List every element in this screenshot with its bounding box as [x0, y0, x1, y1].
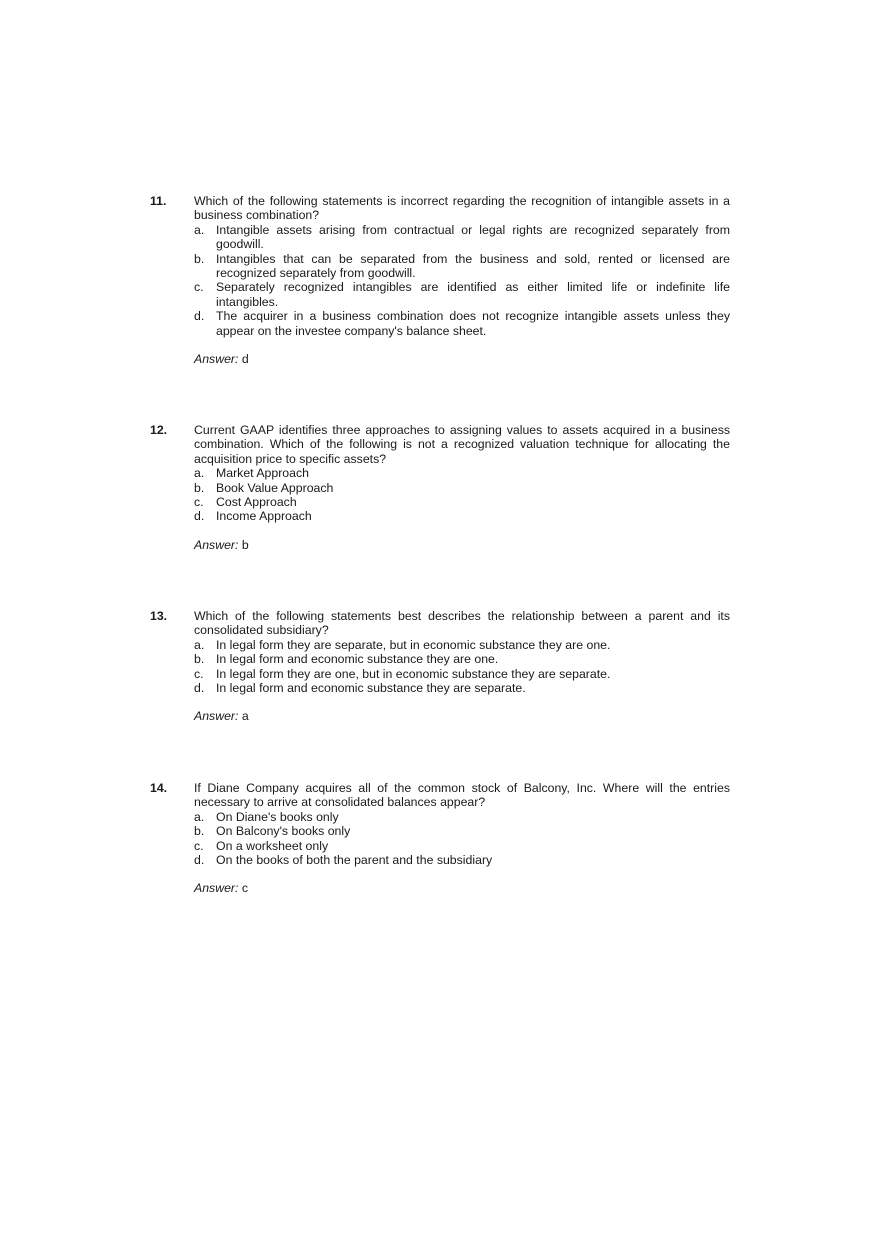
option-text: In legal form and economic substance they are one.	[216, 652, 499, 667]
question-text: Which of the following statements is incorrect regarding the recognition of intangible assets in a business combination?	[194, 194, 730, 223]
option-text: Market Approach	[216, 466, 309, 481]
option-letter: b.	[194, 824, 205, 839]
option-letter: b.	[194, 480, 205, 495]
option-a	[194, 638, 730, 652]
option-text: On Diane's books only	[216, 809, 339, 824]
answer-value: b	[241, 537, 249, 552]
answer-value: c	[241, 881, 248, 896]
option-c	[194, 667, 730, 681]
option-a	[194, 223, 730, 252]
question-text: If Diane Company acquires all of the common stock of Balcony, Inc. Where will the entries necessary to arrive at consolidated balances appear?	[194, 781, 730, 810]
option-letter: b.	[194, 652, 205, 667]
option-d	[194, 309, 730, 338]
option-letter: a.	[194, 809, 205, 824]
option-c	[194, 280, 730, 309]
option-d	[194, 853, 730, 867]
option-text: In legal form and economic substance they are separate.	[216, 681, 526, 696]
option-list	[194, 810, 730, 868]
option-letter: a.	[194, 222, 205, 237]
question-number: 14.	[150, 781, 168, 795]
option-list	[194, 638, 730, 696]
option-a	[194, 466, 730, 480]
option-text: The acquirer in a business combination does not recognize intangible assets unless they appear on the investee company's balance sheet.	[216, 309, 730, 338]
answer-line	[194, 709, 730, 723]
option-b	[194, 652, 730, 666]
option-list	[194, 466, 730, 524]
question-text: Current GAAP identifies three approaches to assigning values to assets acquired in a business combination. Which of the following is not a recognized valuation technique for allocating the acquisition price to specific assets?	[194, 423, 730, 466]
question-13	[150, 609, 732, 724]
question-number: 13.	[150, 609, 168, 623]
answer-line	[194, 881, 730, 895]
answer-label: Answer:	[194, 537, 239, 552]
option-letter: c.	[194, 280, 204, 295]
option-d	[194, 681, 730, 695]
option-letter: d.	[194, 509, 205, 524]
option-letter: d.	[194, 681, 205, 696]
option-c	[194, 495, 730, 509]
option-letter: c.	[194, 838, 204, 853]
question-12	[150, 423, 732, 552]
question-11	[150, 194, 732, 366]
question-text: Which of the following statements best describes the relationship between a parent and its consolidated subsidiary?	[194, 609, 730, 638]
option-letter: a.	[194, 637, 205, 652]
option-text: Income Approach	[216, 509, 312, 524]
option-letter: a.	[194, 466, 205, 481]
question-number: 11.	[150, 194, 167, 208]
option-text: On Balcony's books only	[216, 824, 351, 839]
option-letter: b.	[194, 251, 205, 266]
option-letter: c.	[194, 666, 204, 681]
option-text: On the books of both the parent and the subsidiary	[216, 853, 493, 868]
option-letter: d.	[194, 309, 205, 324]
option-letter: c.	[194, 495, 204, 510]
option-text: Intangibles that can be separated from the business and sold, rented or licensed are recognized separately from goodwill.	[216, 251, 730, 281]
option-c	[194, 839, 730, 853]
answer-value: a	[241, 709, 249, 724]
option-a	[194, 810, 730, 824]
option-letter: d.	[194, 853, 205, 868]
option-text: Cost Approach	[216, 495, 297, 510]
option-list	[194, 223, 730, 338]
answer-label: Answer:	[194, 881, 239, 896]
option-b	[194, 824, 730, 838]
answer-line	[194, 538, 730, 552]
question-14	[150, 781, 732, 896]
option-d	[194, 509, 730, 523]
option-text: Intangible assets arising from contractual or legal rights are recognized separately from goodwill.	[216, 222, 730, 252]
option-text: Separately recognized intangibles are identified as either limited life or indefinite life intangibles.	[216, 280, 730, 309]
option-text: Book Value Approach	[216, 480, 334, 495]
option-b	[194, 252, 730, 281]
answer-line	[194, 352, 730, 366]
answer-value: d	[241, 352, 249, 367]
option-b	[194, 481, 730, 495]
option-text: In legal form they are one, but in economic substance they are separate.	[216, 666, 611, 681]
answer-label: Answer:	[194, 709, 239, 724]
option-text: In legal form they are separate, but in economic substance they are one.	[216, 637, 611, 652]
question-number: 12.	[150, 423, 168, 437]
answer-label: Answer:	[194, 352, 239, 367]
option-text: On a worksheet only	[216, 838, 329, 853]
